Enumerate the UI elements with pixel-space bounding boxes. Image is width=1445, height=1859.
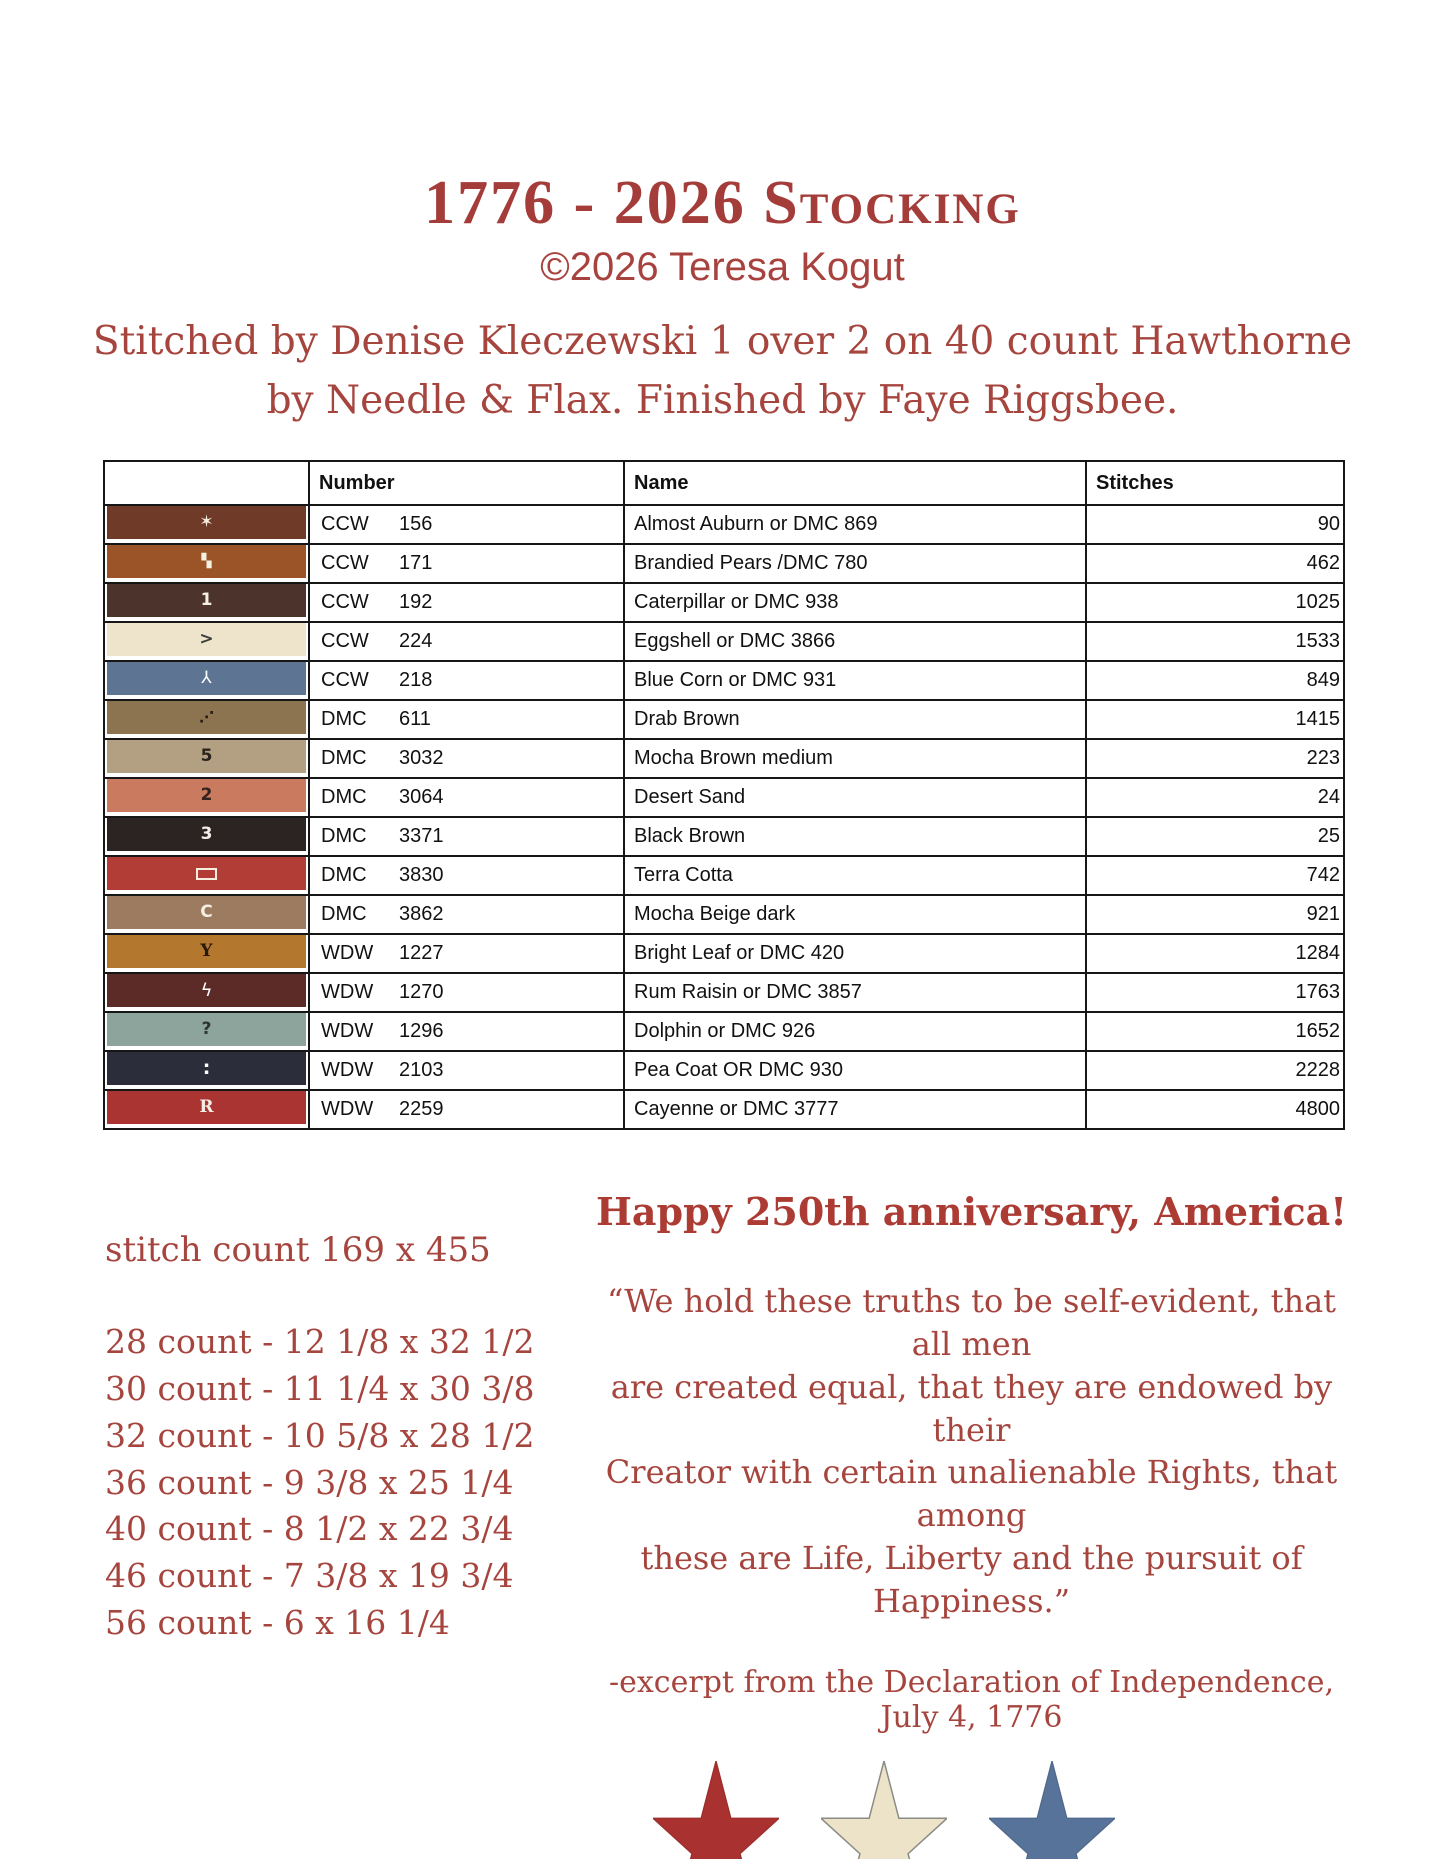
color-swatch: [107, 974, 306, 1007]
name-cell: [624, 856, 1086, 895]
legend-row: [104, 700, 1344, 739]
stitch-symbol-icon: ⋰: [199, 708, 214, 727]
name-cell: [624, 544, 1086, 583]
name-cell: [624, 739, 1086, 778]
legend-row: [104, 817, 1344, 856]
name-cell: [624, 700, 1086, 739]
name-cell: [624, 973, 1086, 1012]
stitch-symbol-icon: Y: [200, 941, 213, 962]
stitch-count-value: 462: [1306, 552, 1340, 575]
color-swatch: [107, 935, 306, 968]
number-cell: [309, 505, 624, 544]
thread-code: 2103: [399, 1059, 444, 1082]
number-cell: [309, 895, 624, 934]
stitch-symbol-icon: ⅄: [201, 668, 212, 689]
fabric-count-line: 30 count - 11 1/4 x 30 3/8: [105, 1368, 535, 1408]
fabric-count-line: 36 count - 9 3/8 x 25 1/4: [105, 1462, 514, 1502]
thread-system: CCW: [321, 591, 369, 614]
fabric-count-line: 46 count - 7 3/8 x 19 3/4: [105, 1556, 514, 1596]
name-column-header: Name: [624, 461, 1086, 505]
stitch-symbol-icon: ϟ: [200, 979, 213, 1001]
page-title: 1776 - 2026 Stocking: [424, 169, 1021, 237]
name-cell: [624, 1012, 1086, 1051]
stitches-cell: [1086, 739, 1344, 778]
number-cell: [309, 856, 624, 895]
stitch-count-value: 25: [1317, 825, 1340, 848]
legend-row: [104, 622, 1344, 661]
thread-name: Drab Brown: [634, 708, 740, 731]
stitched-by-block: [0, 313, 1445, 430]
stitches-cell: [1086, 544, 1344, 583]
stitch-symbol-icon: ▚: [201, 554, 212, 570]
number-cell: [309, 583, 624, 622]
thread-name: Mocha Beige dark: [634, 903, 796, 926]
thread-name: Black Brown: [634, 825, 746, 848]
stitch-count-value: 1025: [1295, 591, 1340, 614]
legend-row: [104, 778, 1344, 817]
thread-code: 3032: [399, 747, 444, 770]
copyright-line: ©2026 Teresa Kogut: [540, 245, 905, 290]
stitch-count-value: 24: [1317, 786, 1340, 809]
symbol-cell: [104, 739, 309, 778]
stitch-symbol-icon: 3: [200, 824, 213, 845]
color-swatch: [107, 701, 306, 734]
color-swatch: [107, 584, 306, 617]
fabric-counts-list: [105, 1319, 583, 1647]
thread-system: WDW: [321, 942, 374, 965]
stitch-symbol-icon: C: [200, 902, 213, 923]
number-column-header: Number: [309, 461, 624, 505]
page-header: [0, 0, 1445, 430]
thread-name: Bright Leaf or DMC 420: [634, 942, 845, 965]
declaration-quote: [583, 1280, 1360, 1623]
legend-row: [104, 856, 1344, 895]
legend-row: [104, 934, 1344, 973]
thread-code: 1227: [399, 942, 444, 965]
stitches-cell: [1086, 583, 1344, 622]
thread-code: 192: [399, 591, 433, 614]
color-swatch: [107, 740, 306, 773]
number-cell: [309, 778, 624, 817]
legend-row: [104, 1090, 1344, 1129]
thread-code: 3371: [399, 825, 444, 848]
legend-row: [104, 1051, 1344, 1090]
name-cell: [624, 583, 1086, 622]
stitch-count-value: 1533: [1295, 630, 1340, 653]
symbol-cell: [104, 817, 309, 856]
quote-line: are created equal, that they are endowed by their: [610, 1367, 1333, 1449]
name-cell: [624, 778, 1086, 817]
thread-name: Caterpillar or DMC 938: [634, 591, 839, 614]
thread-system: DMC: [321, 864, 367, 887]
color-swatch: [107, 623, 306, 656]
quote-line: Creator with certain unalienable Rights, that among: [605, 1453, 1338, 1535]
stitches-cell: [1086, 505, 1344, 544]
stitches-cell: [1086, 661, 1344, 700]
number-cell: [309, 700, 624, 739]
number-cell: [309, 1012, 624, 1051]
stitches-cell: [1086, 778, 1344, 817]
symbol-cell: [104, 778, 309, 817]
thread-name: Pea Coat OR DMC 930: [634, 1059, 843, 1082]
stitch-count-value: 1763: [1295, 981, 1340, 1004]
symbol-cell: [104, 895, 309, 934]
thread-code: 3064: [399, 786, 444, 809]
legend-row: [104, 544, 1344, 583]
symbol-cell: [104, 1051, 309, 1090]
thread-name: Rum Raisin or DMC 3857: [634, 981, 862, 1004]
stitch-symbol-icon: R: [199, 1097, 214, 1118]
stitch-count-value: 1284: [1295, 942, 1340, 965]
thread-code: 1296: [399, 1020, 444, 1043]
red-star-icon: [653, 1761, 779, 1859]
stitches-cell: [1086, 1012, 1344, 1051]
legend-row: [104, 895, 1344, 934]
thread-system: WDW: [321, 981, 374, 1004]
color-swatch: [107, 818, 306, 851]
name-cell: [624, 934, 1086, 973]
stitch-symbol-icon: ?: [201, 1019, 212, 1040]
quote-line: “We hold these truths to be self-evident, that all men: [606, 1281, 1337, 1363]
name-cell: [624, 895, 1086, 934]
thread-system: WDW: [321, 1059, 374, 1082]
stitch-symbol-icon: 1: [200, 590, 213, 611]
stitch-count-value: 921: [1306, 903, 1340, 926]
legend-row: [104, 739, 1344, 778]
bottom-section: [0, 1190, 1445, 1859]
cream-star-icon: [821, 1761, 947, 1859]
anniversary-headline: Happy 250th anniversary, America!: [595, 1189, 1347, 1235]
thread-system: DMC: [321, 786, 367, 809]
thread-code: 611: [399, 708, 431, 731]
number-cell: [309, 934, 624, 973]
number-cell: [309, 1051, 624, 1090]
stitches-cell: [1086, 1051, 1344, 1090]
fabric-count-line: 40 count - 8 1/2 x 22 3/4: [105, 1509, 514, 1549]
symbol-cell: [104, 1012, 309, 1051]
symbol-cell: [104, 973, 309, 1012]
thread-system: DMC: [321, 708, 367, 731]
color-swatch: [107, 662, 306, 695]
color-swatch: [107, 1052, 306, 1085]
thread-code: 218: [399, 669, 433, 692]
stitches-cell: [1086, 895, 1344, 934]
thread-legend-table: [103, 460, 1345, 1130]
thread-code: 156: [399, 513, 433, 536]
legend-header-row: [104, 461, 1344, 505]
legend-row: [104, 661, 1344, 700]
red-star-shape: [653, 1761, 779, 1859]
stitches-cell: [1086, 973, 1344, 1012]
legend-row: [104, 505, 1344, 544]
thread-name: Mocha Brown medium: [634, 747, 833, 770]
stars-row: [495, 1761, 1272, 1859]
stitches-cell: [1086, 700, 1344, 739]
symbol-cell: [104, 856, 309, 895]
color-swatch: [107, 1013, 306, 1046]
fabric-count-line: 32 count - 10 5/8 x 28 1/2: [105, 1415, 535, 1455]
blue-star-shape: [989, 1761, 1115, 1859]
stitches-cell: [1086, 856, 1344, 895]
number-cell: [309, 739, 624, 778]
color-swatch: [107, 545, 306, 578]
symbol-cell: [104, 544, 309, 583]
name-cell: [624, 661, 1086, 700]
quote-line: these are Life, Liberty and the pursuit of Happiness.”: [640, 1539, 1303, 1621]
number-cell: [309, 544, 624, 583]
thread-system: DMC: [321, 825, 367, 848]
stitched-by-line: Stitched by Denise Kleczewski 1 over 2 on 40 count Hawthorne: [92, 319, 1353, 365]
stitch-count-value: 1415: [1295, 708, 1340, 731]
number-cell: [309, 1090, 624, 1129]
stitch-count-value: 1652: [1295, 1020, 1340, 1043]
thread-name: Almost Auburn or DMC 869: [634, 513, 878, 536]
thread-name: Brandied Pears /DMC 780: [634, 552, 868, 575]
symbol-cell: [104, 622, 309, 661]
stitch-count-value: 849: [1306, 669, 1340, 692]
anniversary-block: [583, 1190, 1445, 1859]
stitches-column-header: Stitches: [1086, 461, 1344, 505]
fabric-count-line: 56 count - 6 x 16 1/4: [105, 1603, 450, 1643]
legend-table-body: [104, 505, 1344, 1129]
stitch-count-value: 742: [1306, 864, 1340, 887]
stitch-symbol-icon: >: [199, 629, 214, 650]
symbol-cell: [104, 661, 309, 700]
thread-code: 224: [399, 630, 433, 653]
thread-system: WDW: [321, 1098, 374, 1121]
number-cell: [309, 973, 624, 1012]
thread-name: Terra Cotta: [634, 864, 733, 887]
symbol-cell: [104, 583, 309, 622]
symbol-cell: [104, 505, 309, 544]
stitch-count-value: 4800: [1295, 1098, 1340, 1121]
stitch-symbol-icon: 2: [200, 785, 213, 806]
thread-name: Desert Sand: [634, 786, 746, 809]
thread-code: 3862: [399, 903, 444, 926]
symbol-cell: [104, 700, 309, 739]
name-cell: [624, 1051, 1086, 1090]
color-swatch: [107, 1091, 306, 1124]
stitch-count-line: stitch count 169 x 455: [105, 1230, 491, 1271]
symbol-column-header: [104, 461, 309, 505]
symbol-cell: [104, 934, 309, 973]
name-cell: [624, 505, 1086, 544]
thread-system: DMC: [321, 747, 367, 770]
stitch-count-value: 223: [1306, 747, 1340, 770]
legend-row: [104, 1012, 1344, 1051]
legend-row: [104, 973, 1344, 1012]
symbol-cell: [104, 1090, 309, 1129]
stitch-count-value: 2228: [1295, 1059, 1340, 1082]
name-cell: [624, 1090, 1086, 1129]
color-swatch: [107, 896, 306, 929]
number-cell: [309, 661, 624, 700]
blue-star-icon: [989, 1761, 1115, 1859]
name-cell: [624, 622, 1086, 661]
quote-attribution: -excerpt from the Declaration of Independence, July 4, 1776: [608, 1664, 1335, 1735]
stitches-cell: [1086, 622, 1344, 661]
thread-system: CCW: [321, 513, 369, 536]
thread-code: 1270: [399, 981, 444, 1004]
color-swatch: [107, 506, 306, 539]
color-swatch: [107, 779, 306, 812]
thread-system: CCW: [321, 552, 369, 575]
thread-code: 2259: [399, 1098, 444, 1121]
stitches-cell: [1086, 934, 1344, 973]
number-cell: [309, 622, 624, 661]
thread-name: Dolphin or DMC 926: [634, 1020, 816, 1043]
size-info-block: [105, 1190, 583, 1859]
thread-name: Blue Corn or DMC 931: [634, 669, 837, 692]
cream-star-shape: [821, 1761, 947, 1859]
thread-code: 171: [399, 552, 433, 575]
thread-system: WDW: [321, 1020, 374, 1043]
thread-name: Cayenne or DMC 3777: [634, 1098, 839, 1121]
color-swatch: [107, 857, 306, 890]
thread-system: CCW: [321, 630, 369, 653]
stitched-by-line: by Needle & Flax. Finished by Faye Riggsbee.: [266, 377, 1179, 423]
legend-row: [104, 583, 1344, 622]
thread-code: 3830: [399, 864, 444, 887]
stitch-symbol-icon: ✶: [199, 512, 214, 533]
stitches-cell: [1086, 1090, 1344, 1129]
stitches-cell: [1086, 817, 1344, 856]
thread-system: CCW: [321, 669, 369, 692]
name-cell: [624, 817, 1086, 856]
stitch-symbol-icon: 5: [200, 746, 213, 767]
number-cell: [309, 817, 624, 856]
stitch-symbol-icon: [196, 868, 217, 880]
thread-system: DMC: [321, 903, 367, 926]
stitch-count-value: 90: [1317, 513, 1340, 536]
fabric-count-line: 28 count - 12 1/8 x 32 1/2: [105, 1322, 535, 1362]
stitch-symbol-icon: :: [202, 1057, 211, 1080]
thread-name: Eggshell or DMC 3866: [634, 630, 836, 653]
